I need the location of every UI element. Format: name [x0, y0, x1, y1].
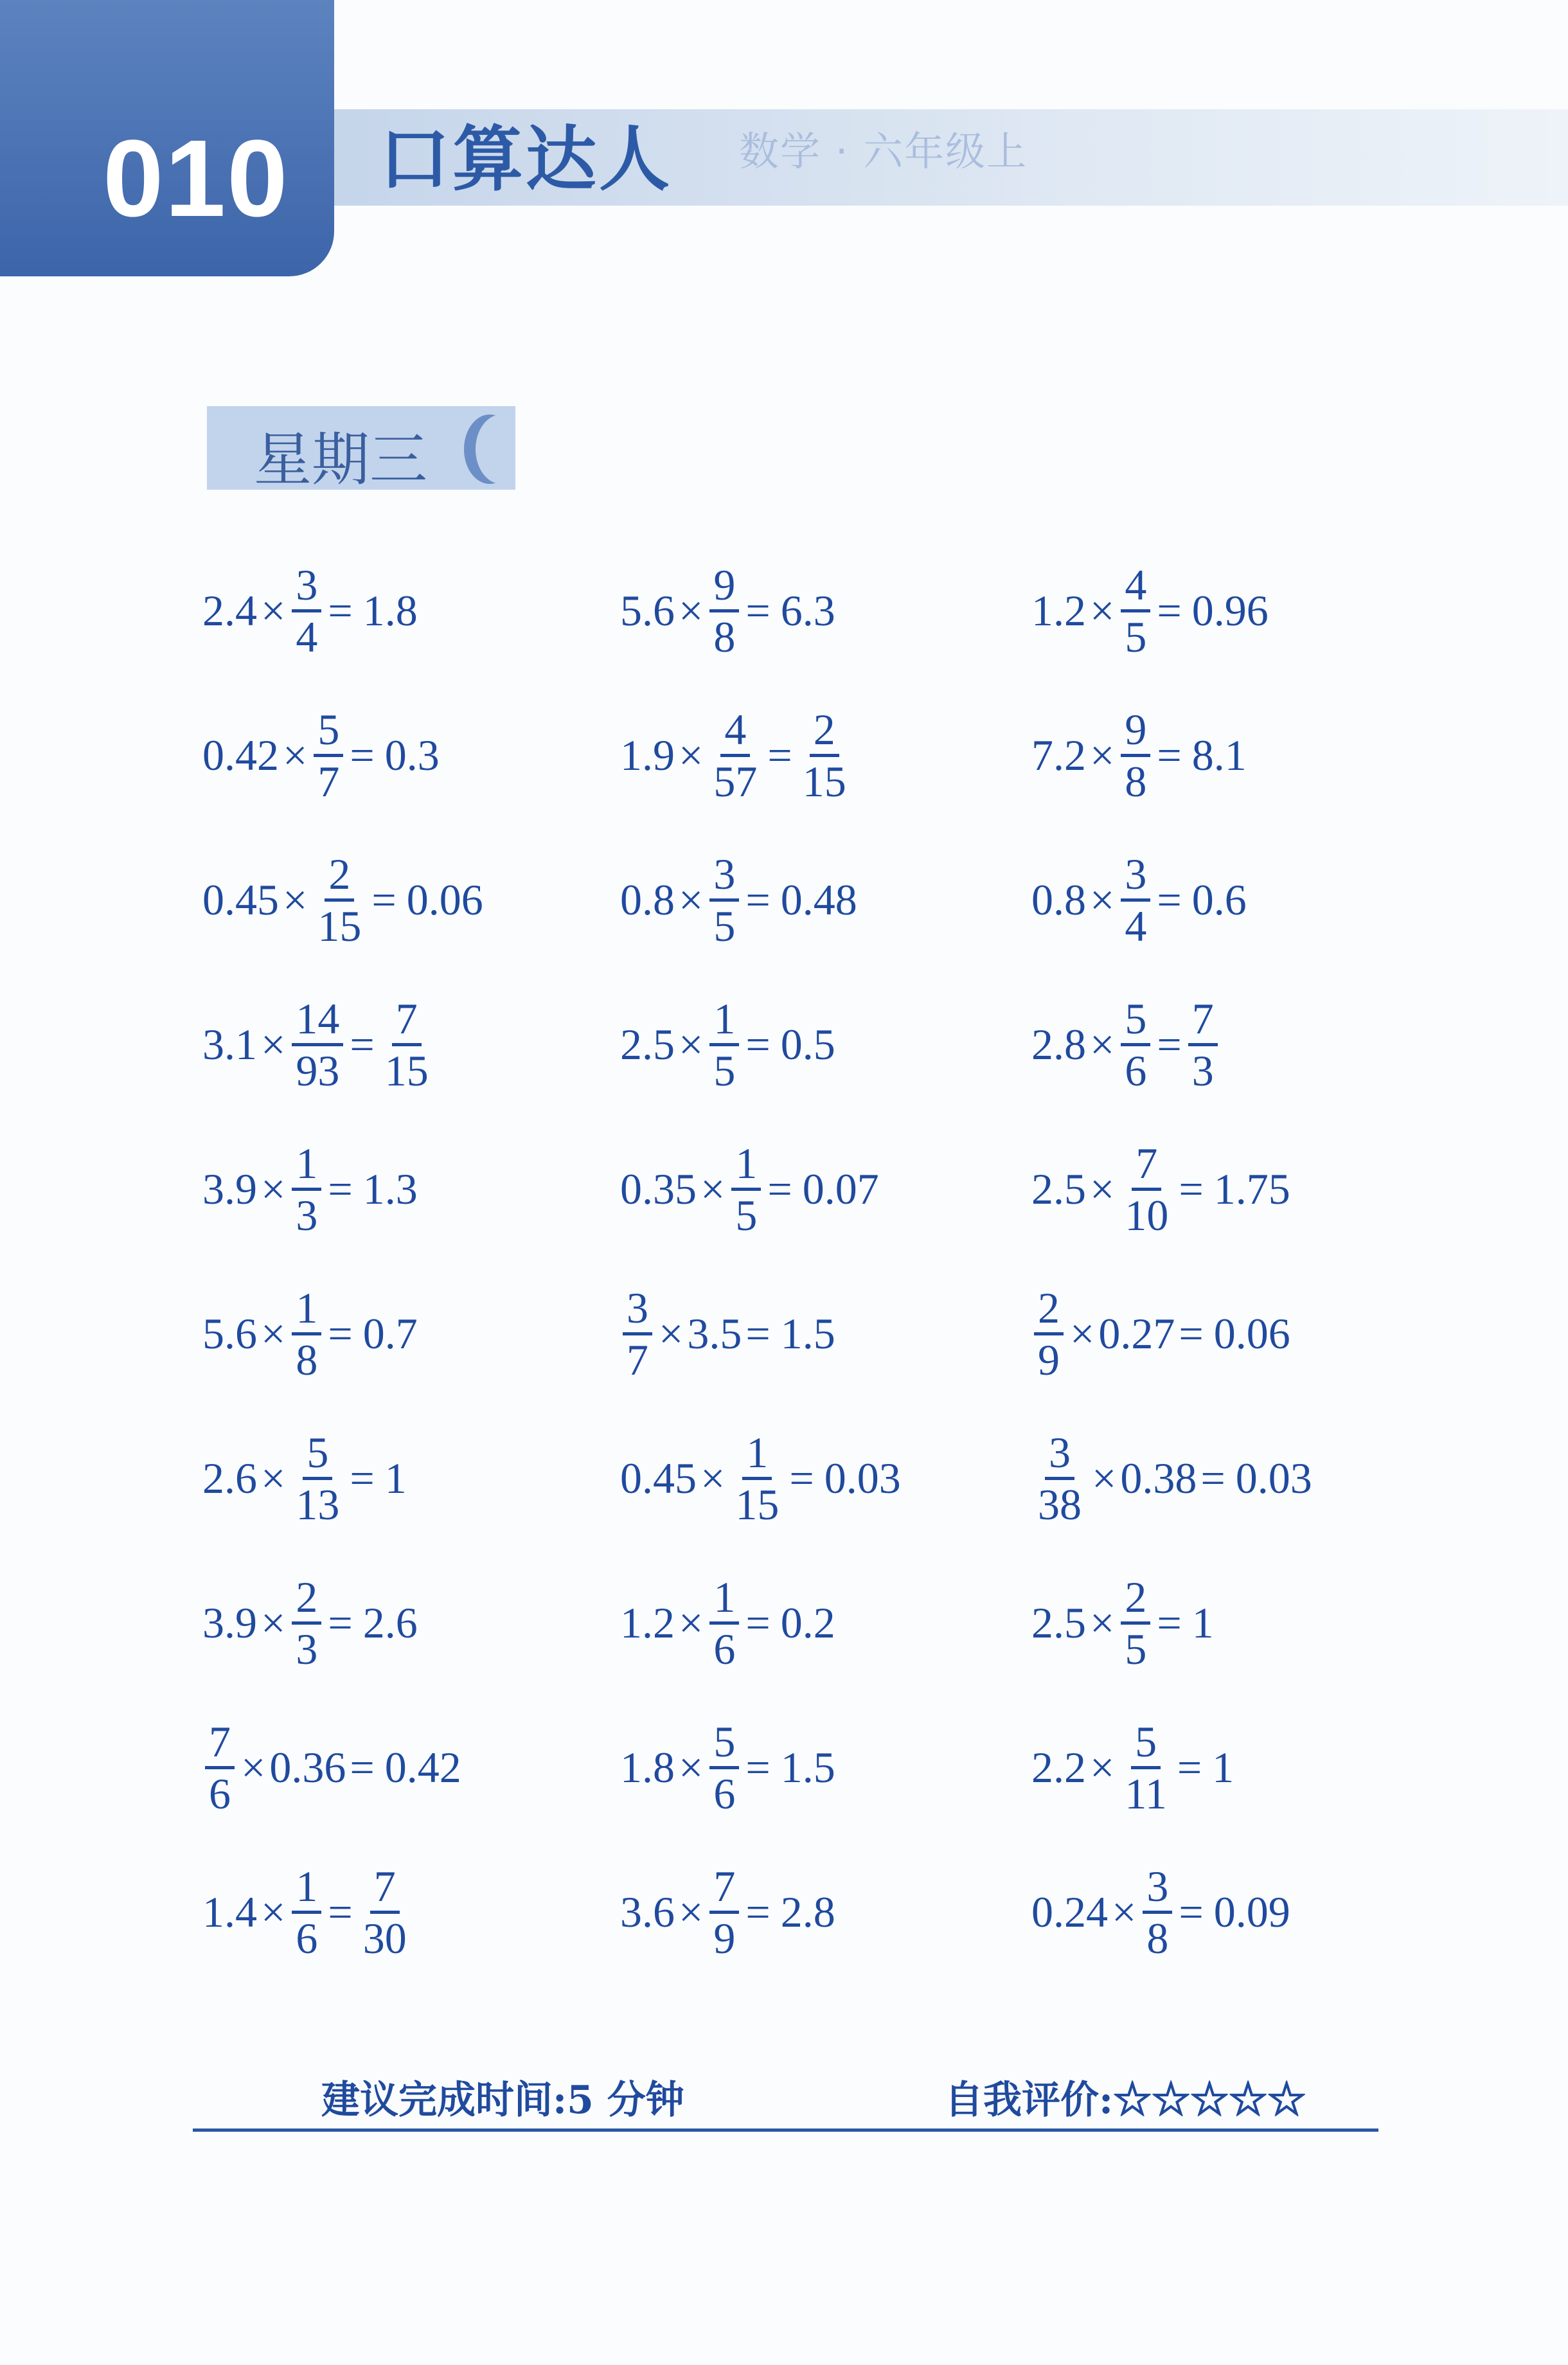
operator: =	[1157, 585, 1182, 635]
number: 2.2	[1031, 1742, 1086, 1792]
fraction	[1121, 1138, 1172, 1240]
fraction	[709, 849, 739, 950]
fraction	[292, 1138, 321, 1240]
numerator: 14	[292, 997, 343, 1046]
answer: 0.96	[1191, 585, 1269, 635]
answer-fraction	[799, 704, 850, 806]
operator: =	[767, 1164, 792, 1213]
numerator: 2	[1034, 1286, 1064, 1335]
problem-item	[620, 835, 857, 964]
numerator: 7	[370, 1864, 400, 1914]
operator: ×	[1090, 1742, 1115, 1792]
operator: ×	[261, 1598, 286, 1647]
answer: 0.5	[780, 1019, 835, 1069]
answer: 0.3	[384, 730, 440, 780]
answer: 1.8	[362, 585, 418, 635]
operator: =	[745, 585, 771, 635]
denominator: 4	[1125, 901, 1147, 950]
fraction	[314, 704, 343, 806]
denominator: 57	[713, 756, 758, 806]
number: 2.8	[1031, 1019, 1086, 1069]
denominator: 8	[296, 1335, 318, 1384]
number: 3.9	[202, 1598, 257, 1647]
operator: =	[1179, 1887, 1204, 1936]
numerator: 2	[1121, 1575, 1150, 1625]
operator: ×	[679, 1887, 704, 1936]
fraction	[292, 1861, 321, 1963]
operator: ×	[679, 585, 704, 635]
fraction	[1121, 704, 1150, 806]
number: 1.9	[620, 730, 675, 780]
number: 0.38	[1120, 1453, 1197, 1503]
numerator: 3	[1121, 852, 1150, 902]
answer: 1.5	[780, 1308, 835, 1358]
operator: ×	[700, 1164, 726, 1213]
operator: =	[745, 1742, 771, 1792]
self-evaluation: 自我评价:☆☆☆☆☆	[945, 2078, 1306, 2123]
numerator: 5	[303, 1431, 332, 1480]
fraction	[731, 1138, 761, 1240]
problem-item	[620, 1269, 835, 1398]
operator: =	[1157, 1019, 1182, 1069]
numerator: 9	[1121, 708, 1150, 757]
numerator: 3	[709, 852, 739, 902]
number: 0.36	[269, 1742, 346, 1792]
number: 0.8	[1031, 875, 1086, 924]
operator: ×	[1090, 730, 1115, 780]
number: 2.5	[1031, 1164, 1086, 1213]
operator: ×	[679, 1742, 704, 1792]
number: 0.24	[1031, 1887, 1108, 1936]
problem-item	[1031, 980, 1220, 1109]
denominator: 5	[713, 1046, 736, 1095]
numerator: 2	[292, 1575, 321, 1625]
denominator: 5	[713, 901, 736, 950]
fraction	[709, 1572, 739, 1673]
numerator: 1	[709, 1575, 739, 1625]
number: 0.45	[620, 1453, 697, 1503]
numerator: 7	[709, 1864, 739, 1914]
denominator: 15	[317, 901, 362, 950]
numerator: 3	[623, 1286, 652, 1335]
numerator: 3	[1143, 1864, 1172, 1914]
denominator: 8	[1125, 756, 1147, 806]
operator: =	[745, 1308, 771, 1358]
book-subtitle: 数学 · 六年级上	[739, 128, 1028, 175]
numerator: 1	[292, 1864, 321, 1914]
denominator: 15	[802, 756, 846, 806]
numerator: 2	[810, 708, 839, 757]
operator: =	[1157, 730, 1182, 780]
operator: =	[1177, 1742, 1202, 1792]
answer: 1	[384, 1453, 407, 1503]
numerator: 7	[392, 997, 422, 1046]
fraction	[709, 560, 739, 661]
problem-item	[620, 546, 835, 675]
operator: =	[328, 1308, 353, 1358]
denominator: 6	[209, 1769, 231, 1818]
denominator: 5	[1125, 612, 1147, 661]
denominator: 6	[713, 1769, 736, 1818]
operator: ×	[1090, 1598, 1115, 1647]
numerator: 1	[742, 1431, 772, 1480]
fraction	[709, 1861, 739, 1963]
operator: ×	[261, 1164, 286, 1213]
fraction	[205, 1717, 235, 1818]
numerator: 5	[1131, 1720, 1161, 1769]
denominator: 9	[713, 1913, 736, 1963]
problem-item	[1031, 1558, 1214, 1687]
operator: ×	[283, 730, 308, 780]
denominator: 6	[1125, 1046, 1147, 1095]
denominator: 93	[296, 1046, 340, 1095]
operator: ×	[261, 585, 286, 635]
operator: =	[745, 1019, 771, 1069]
answer: 2.6	[362, 1598, 418, 1647]
problem-item	[202, 691, 440, 819]
answer: 1.75	[1213, 1164, 1290, 1213]
fraction	[292, 560, 321, 661]
footer-divider	[193, 2128, 1378, 2132]
number: 0.35	[620, 1164, 697, 1213]
numerator: 3	[292, 563, 321, 612]
number: 2.5	[620, 1019, 675, 1069]
operator: =	[745, 1887, 771, 1936]
header-white-area	[321, 0, 1568, 109]
operator: ×	[1090, 1019, 1115, 1069]
fraction	[623, 1283, 652, 1384]
operator: =	[328, 1164, 353, 1213]
problem-item	[1031, 1269, 1290, 1398]
number: 1.8	[620, 1742, 675, 1792]
number: 7.2	[1031, 730, 1086, 780]
operator: ×	[1090, 1164, 1115, 1213]
operator: ×	[261, 1308, 286, 1358]
problem-item	[1031, 1125, 1290, 1253]
numerator: 4	[720, 708, 750, 757]
fraction	[1121, 994, 1150, 1095]
fraction	[709, 704, 761, 806]
fraction	[292, 994, 343, 1095]
fraction	[1121, 560, 1150, 661]
answer: 0.06	[1213, 1308, 1290, 1358]
problem-item	[1031, 691, 1247, 819]
operator: ×	[679, 1598, 704, 1647]
answer: 0.03	[824, 1453, 901, 1503]
problem-item	[620, 1558, 835, 1687]
numerator: 5	[314, 708, 343, 757]
number: 3.9	[202, 1164, 257, 1213]
operator: =	[350, 730, 375, 780]
operator: =	[1200, 1453, 1225, 1503]
problem-item	[620, 1414, 901, 1542]
denominator: 15	[384, 1046, 429, 1095]
denominator: 10	[1125, 1190, 1169, 1240]
number: 2.5	[1031, 1598, 1086, 1647]
denominator: 6	[296, 1913, 318, 1963]
number: 0.42	[202, 730, 279, 780]
operator: =	[350, 1742, 375, 1792]
answer: 1.3	[362, 1164, 418, 1213]
operator: =	[1157, 1598, 1182, 1647]
problem-item	[620, 1848, 835, 1976]
book-title: 口算达人	[379, 118, 672, 201]
denominator: 13	[296, 1479, 340, 1529]
answer: 0.09	[1213, 1887, 1290, 1936]
denominator: 30	[362, 1913, 407, 1963]
number: 3.1	[202, 1019, 257, 1069]
operator: =	[350, 1453, 375, 1503]
number: 5.6	[620, 585, 675, 635]
operator: =	[745, 875, 771, 924]
denominator: 5	[735, 1190, 758, 1240]
operator: ×	[679, 730, 704, 780]
operator: ×	[1090, 875, 1115, 924]
numerator: 1	[709, 997, 739, 1046]
numerator: 7	[1132, 1141, 1161, 1191]
denominator: 3	[296, 1190, 318, 1240]
numerator: 1	[292, 1141, 321, 1191]
answer-fraction	[381, 994, 432, 1095]
operator: =	[328, 1887, 353, 1936]
denominator: 6	[713, 1624, 736, 1673]
numerator: 3	[1045, 1431, 1074, 1480]
problem-item	[1031, 835, 1247, 964]
moon-icon	[476, 415, 527, 484]
answer-fraction	[359, 1861, 411, 1963]
fraction	[292, 1572, 321, 1673]
numerator: 9	[709, 563, 739, 612]
answer: 0.06	[406, 875, 483, 924]
operator: ×	[261, 1019, 286, 1069]
operator: =	[1157, 875, 1182, 924]
problem-item	[1031, 546, 1269, 675]
problem-item	[202, 546, 418, 675]
number: 3.6	[620, 1887, 675, 1936]
operator: ×	[679, 1019, 704, 1069]
problem-item	[620, 691, 853, 819]
number: 0.27	[1098, 1308, 1175, 1358]
operator: =	[1179, 1164, 1204, 1213]
operator: =	[350, 1019, 375, 1069]
number: 0.8	[620, 875, 675, 924]
number: 5.6	[202, 1308, 257, 1358]
fraction	[709, 1717, 739, 1818]
denominator: 9	[1038, 1335, 1060, 1384]
fraction	[731, 1427, 783, 1529]
problem-item	[620, 980, 835, 1109]
number: 0.45	[202, 875, 279, 924]
denominator: 11	[1125, 1769, 1167, 1818]
answer: 1	[1212, 1742, 1234, 1792]
numerator: 1	[292, 1286, 321, 1335]
operator: ×	[1092, 1453, 1117, 1503]
number: 2.6	[202, 1453, 257, 1503]
problem-item	[202, 1125, 418, 1253]
operator: ×	[241, 1742, 266, 1792]
answer: 0.48	[780, 875, 857, 924]
problem-item	[202, 1703, 461, 1832]
denominator: 3	[1191, 1046, 1214, 1095]
denominator: 8	[713, 612, 736, 661]
problem-item	[202, 1558, 418, 1687]
operator: =	[745, 1598, 771, 1647]
operator: =	[1179, 1308, 1204, 1358]
problem-item	[1031, 1848, 1290, 1976]
problem-item	[620, 1703, 835, 1832]
problem-item	[1031, 1414, 1312, 1542]
page-number: 010	[103, 118, 289, 240]
fraction	[292, 1427, 343, 1529]
fraction	[1121, 1717, 1170, 1818]
fraction	[1121, 1572, 1150, 1673]
answer: 0.2	[780, 1598, 835, 1647]
numerator: 2	[325, 852, 354, 902]
number: 1.4	[202, 1887, 257, 1936]
problem-item	[202, 1414, 407, 1542]
denominator: 4	[296, 612, 318, 661]
operator: ×	[261, 1453, 286, 1503]
answer: 6.3	[780, 585, 835, 635]
operator: ×	[1112, 1887, 1137, 1936]
number: 1.2	[1031, 585, 1086, 635]
operator: ×	[261, 1887, 286, 1936]
problem-item	[1031, 1703, 1234, 1832]
answer: 0.07	[802, 1164, 879, 1213]
operator: =	[789, 1453, 814, 1503]
operator: =	[328, 1598, 353, 1647]
problem-item	[202, 980, 435, 1109]
denominator: 7	[317, 756, 340, 806]
numerator: 7	[1188, 997, 1218, 1046]
fraction	[1121, 849, 1150, 950]
problem-item	[620, 1125, 879, 1253]
denominator: 7	[627, 1335, 648, 1384]
fraction	[314, 849, 365, 950]
answer: 0.42	[384, 1742, 461, 1792]
fraction	[1143, 1861, 1172, 1963]
answer: 0.03	[1235, 1453, 1312, 1503]
operator: ×	[1090, 585, 1115, 635]
numerator: 5	[709, 1720, 739, 1769]
answer: 0.7	[362, 1308, 418, 1358]
problem-item	[202, 835, 483, 964]
suggested-time: 建议完成时间:5 分钟	[321, 2078, 684, 2123]
answer-fraction	[1188, 994, 1218, 1095]
number: 1.2	[620, 1598, 675, 1647]
answer: 8.1	[1191, 730, 1247, 780]
problem-item	[202, 1848, 413, 1976]
operator: =	[767, 730, 792, 780]
operator: ×	[679, 875, 704, 924]
denominator: 5	[1125, 1624, 1147, 1673]
fraction	[292, 1283, 321, 1384]
numerator: 1	[731, 1141, 761, 1191]
day-label: 星期三	[254, 426, 427, 494]
fraction	[1034, 1283, 1064, 1384]
operator: ×	[700, 1453, 726, 1503]
number: 3.5	[687, 1308, 742, 1358]
problem-item	[202, 1269, 418, 1398]
denominator: 15	[735, 1479, 780, 1529]
operator: =	[371, 875, 396, 924]
operator: ×	[659, 1308, 684, 1358]
operator: ×	[1070, 1308, 1095, 1358]
answer: 1	[1191, 1598, 1214, 1647]
answer: 0.6	[1191, 875, 1247, 924]
fraction	[709, 994, 739, 1095]
denominator: 8	[1146, 1913, 1169, 1963]
fraction	[1034, 1427, 1085, 1529]
numerator: 4	[1121, 563, 1150, 612]
number: 2.4	[202, 585, 257, 635]
denominator: 38	[1038, 1479, 1082, 1529]
denominator: 3	[296, 1624, 318, 1673]
answer: 1.5	[780, 1742, 835, 1792]
numerator: 7	[205, 1720, 235, 1769]
numerator: 5	[1121, 997, 1150, 1046]
operator: ×	[283, 875, 308, 924]
operator: =	[328, 585, 353, 635]
answer: 2.8	[780, 1887, 835, 1936]
